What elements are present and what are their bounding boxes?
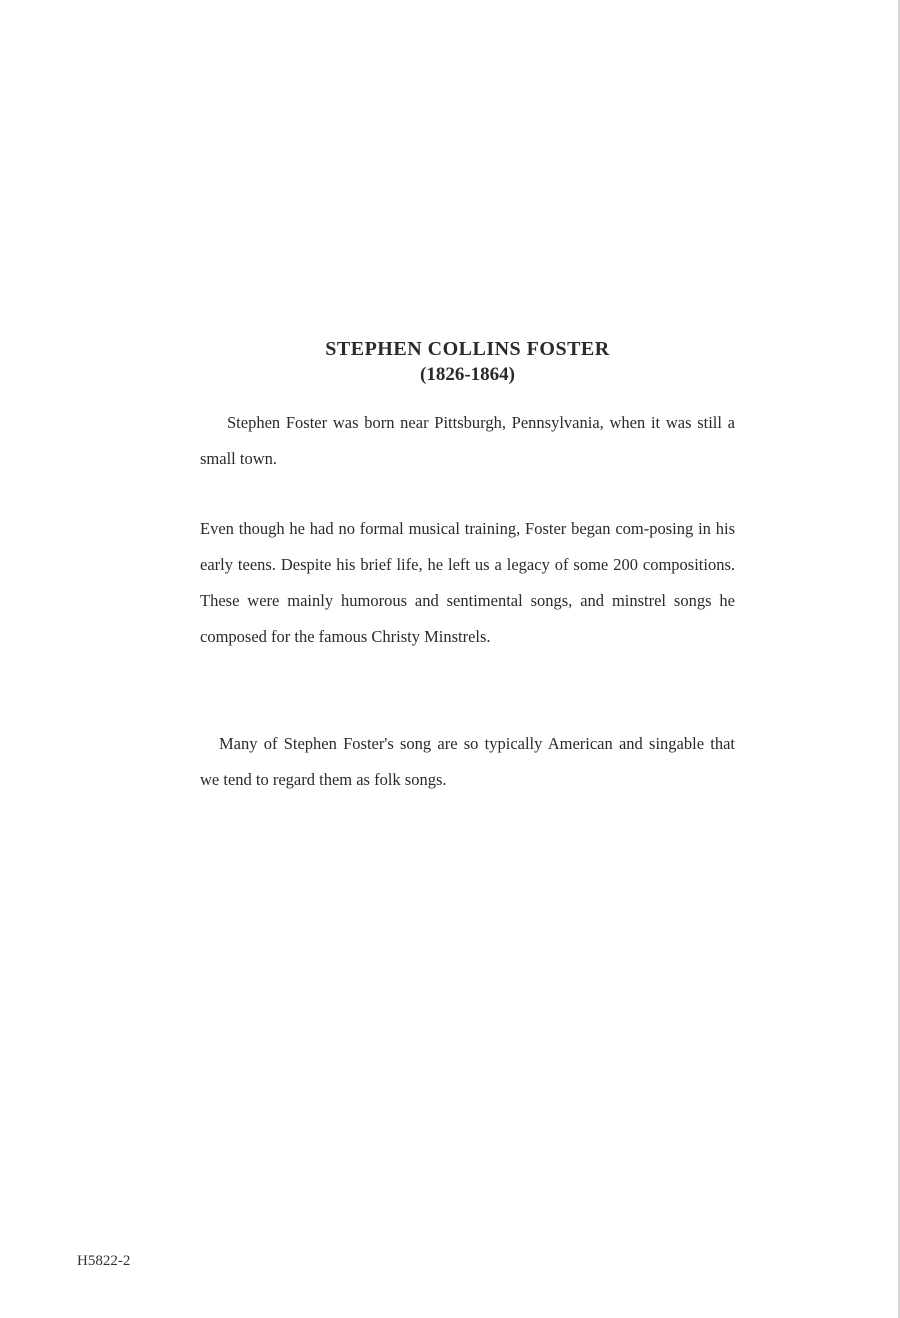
catalog-code: H5822-2 <box>77 1253 131 1269</box>
paragraph-birth: Stephen Foster was born near Pittsburgh, Pennsylvania, when it was still a small town. <box>200 413 735 468</box>
heading-block <box>200 336 735 388</box>
paragraph-compositions: Even though he had no formal musical training, Foster began com-posing in his early teens. Despite his brief life, he left us a legacy of some 200 compositions. These were mainly humorous and sentimental songs, and minstrel songs he composed for the famous Christy Minstrels. <box>200 519 735 646</box>
life-dates: (1826-1864) <box>420 364 515 385</box>
page-title: STEPHEN COLLINS FOSTER <box>325 338 610 360</box>
paragraph-folk-songs: Many of Stephen Foster's song are so typically American and singable that we tend to regard them as folk songs. <box>200 734 735 789</box>
